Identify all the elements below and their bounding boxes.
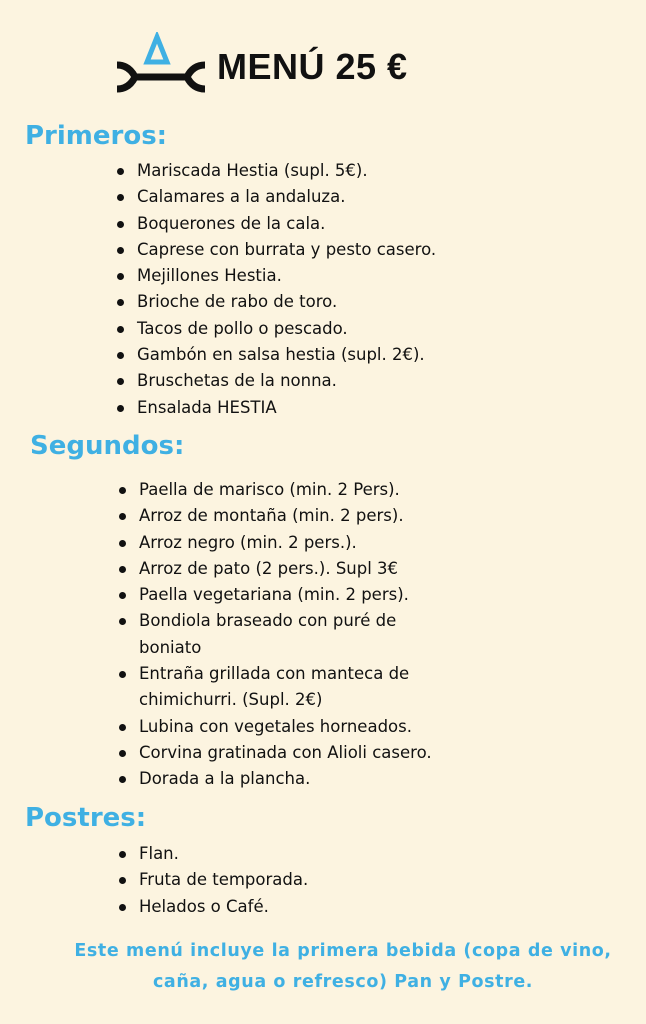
segundos-item: Arroz de pato (2 pers.). Supl 3€ xyxy=(117,556,459,582)
postres-list xyxy=(117,841,308,920)
menu-title: MENÚ 25 € xyxy=(217,46,408,87)
section-title-primeros: Primeros: xyxy=(25,121,168,151)
segundos-item: Corvina gratinada con Alioli casero. xyxy=(117,740,459,766)
segundos-item: Arroz de montaña (min. 2 pers). xyxy=(117,503,459,529)
hestia-logo-icon xyxy=(115,32,207,102)
postres-item: Flan. xyxy=(117,841,308,867)
primeros-item: Boquerones de la cala. xyxy=(115,211,436,237)
primeros-item: Mejillones Hestia. xyxy=(115,263,436,289)
primeros-item: Calamares a la andaluza. xyxy=(115,184,436,210)
section-title-postres: Postres: xyxy=(25,803,147,833)
primeros-item: Brioche de rabo de toro. xyxy=(115,289,436,315)
primeros-list xyxy=(115,158,436,421)
primeros-item: Ensalada HESTIA xyxy=(115,395,436,421)
primeros-item: Caprese con burrata y pesto casero. xyxy=(115,237,436,263)
primeros-item: Gambón en salsa hestia (supl. 2€). xyxy=(115,342,436,368)
segundos-item: Bondiola braseado con puré de boniato xyxy=(117,608,439,661)
segundos-item: Arroz negro (min. 2 pers.). xyxy=(117,530,459,556)
segundos-list xyxy=(117,477,459,793)
postres-item: Fruta de temporada. xyxy=(117,867,308,893)
primeros-item: Tacos de pollo o pescado. xyxy=(115,316,436,342)
menu-footer-note xyxy=(40,936,646,998)
menu-header xyxy=(115,32,408,102)
footer-line-1: Este menú incluye la primera bebida (copa de vino, xyxy=(74,941,612,961)
segundos-item: Paella vegetariana (min. 2 pers). xyxy=(117,582,459,608)
primeros-item: Bruschetas de la nonna. xyxy=(115,368,436,394)
postres-item: Helados o Café. xyxy=(117,894,308,920)
footer-line-2: caña, agua o refresco) Pan y Postre. xyxy=(152,972,534,992)
segundos-item: Entraña grillada con manteca de chimichurri. (Supl. 2€) xyxy=(117,661,459,714)
segundos-item: Dorada a la plancha. xyxy=(117,766,459,792)
segundos-item: Paella de marisco (min. 2 Pers). xyxy=(117,477,459,503)
segundos-item: Lubina con vegetales horneados. xyxy=(117,714,459,740)
section-title-segundos: Segundos: xyxy=(30,431,185,461)
primeros-item: Mariscada Hestia (supl. 5€). xyxy=(115,158,436,184)
